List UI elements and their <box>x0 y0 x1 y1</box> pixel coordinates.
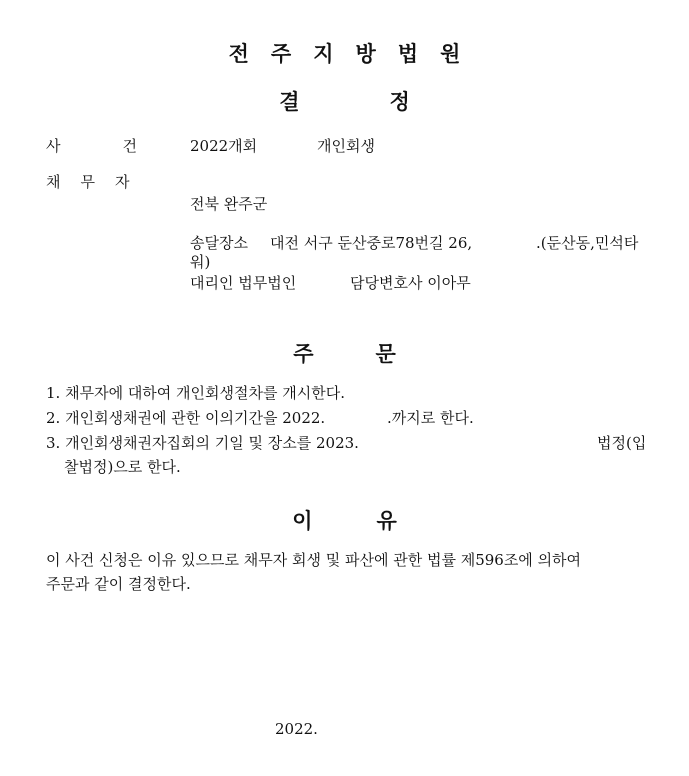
agent-lawyer: 담당변호사 이아무 <box>350 274 471 292</box>
decision-date: 2022. <box>275 720 318 738</box>
reason-text-line-1: 이 사건 신청은 이유 있으므로 채무자 회생 및 파산에 관한 법률 제596조에 의하여 <box>46 551 582 569</box>
court-char: 전 <box>228 42 249 66</box>
court-char: 지 <box>313 42 334 66</box>
order-item-1 <box>46 382 345 403</box>
order-heading-char: 문 <box>375 342 396 366</box>
case-type: 개인회생 <box>317 137 375 155</box>
order-item-number: 3. <box>46 434 61 452</box>
debtor-label-char: 무 <box>80 173 95 191</box>
court-char: 법 <box>397 42 419 66</box>
order-item-number: 1. <box>46 384 61 402</box>
case-number: 2022개회 <box>190 137 258 155</box>
decision-char: 정 <box>389 90 410 114</box>
court-char: 원 <box>440 42 461 66</box>
debtor-label <box>46 171 130 192</box>
agent-firm: 대리인 법무법인 <box>190 274 297 292</box>
order-heading-char: 주 <box>293 342 314 366</box>
order-item-text: 채무자에 대하여 개인회생절차를 개시한다. <box>65 384 345 402</box>
decision-heading <box>0 86 689 116</box>
order-item-3 <box>46 432 359 453</box>
court-name <box>0 38 689 68</box>
order-item-number: 2. <box>46 409 61 427</box>
debtor-address: 전북 완주군 <box>190 195 268 213</box>
service-label: 송달장소 <box>190 234 248 252</box>
service-suffix-cont: 워) <box>190 253 211 271</box>
debtor-label-char: 자 <box>115 173 130 191</box>
order-item-2 <box>46 407 325 428</box>
order-item-3-cont: 찰법정)으로 한다. <box>64 458 181 476</box>
order-item-text: 개인회생채권에 관한 이의기간을 2022. <box>65 409 326 427</box>
case-label-char: 건 <box>122 137 137 155</box>
reason-heading-char: 이 <box>292 509 313 533</box>
order-item-2-tail: .까지로 한다. <box>387 409 474 427</box>
decision-char: 결 <box>279 90 300 114</box>
order-item-text: 개인회생채권자집회의 기일 및 장소를 2023. <box>65 434 359 452</box>
order-item-3-tail: 법정(입 <box>597 434 647 452</box>
reason-heading-char: 유 <box>376 509 397 533</box>
service-address: 대전 서구 둔산중로78번길 26, <box>270 234 473 252</box>
reason-heading <box>0 505 689 535</box>
court-char: 방 <box>355 42 376 66</box>
court-char: 주 <box>270 42 292 66</box>
service-suffix: .(둔산동,민석타 <box>536 234 639 252</box>
order-heading <box>0 338 689 368</box>
case-label-char: 사 <box>46 137 61 155</box>
case-label <box>46 135 137 156</box>
debtor-label-char: 채 <box>46 173 61 191</box>
reason-text-line-2: 주문과 같이 결정한다. <box>46 575 191 593</box>
